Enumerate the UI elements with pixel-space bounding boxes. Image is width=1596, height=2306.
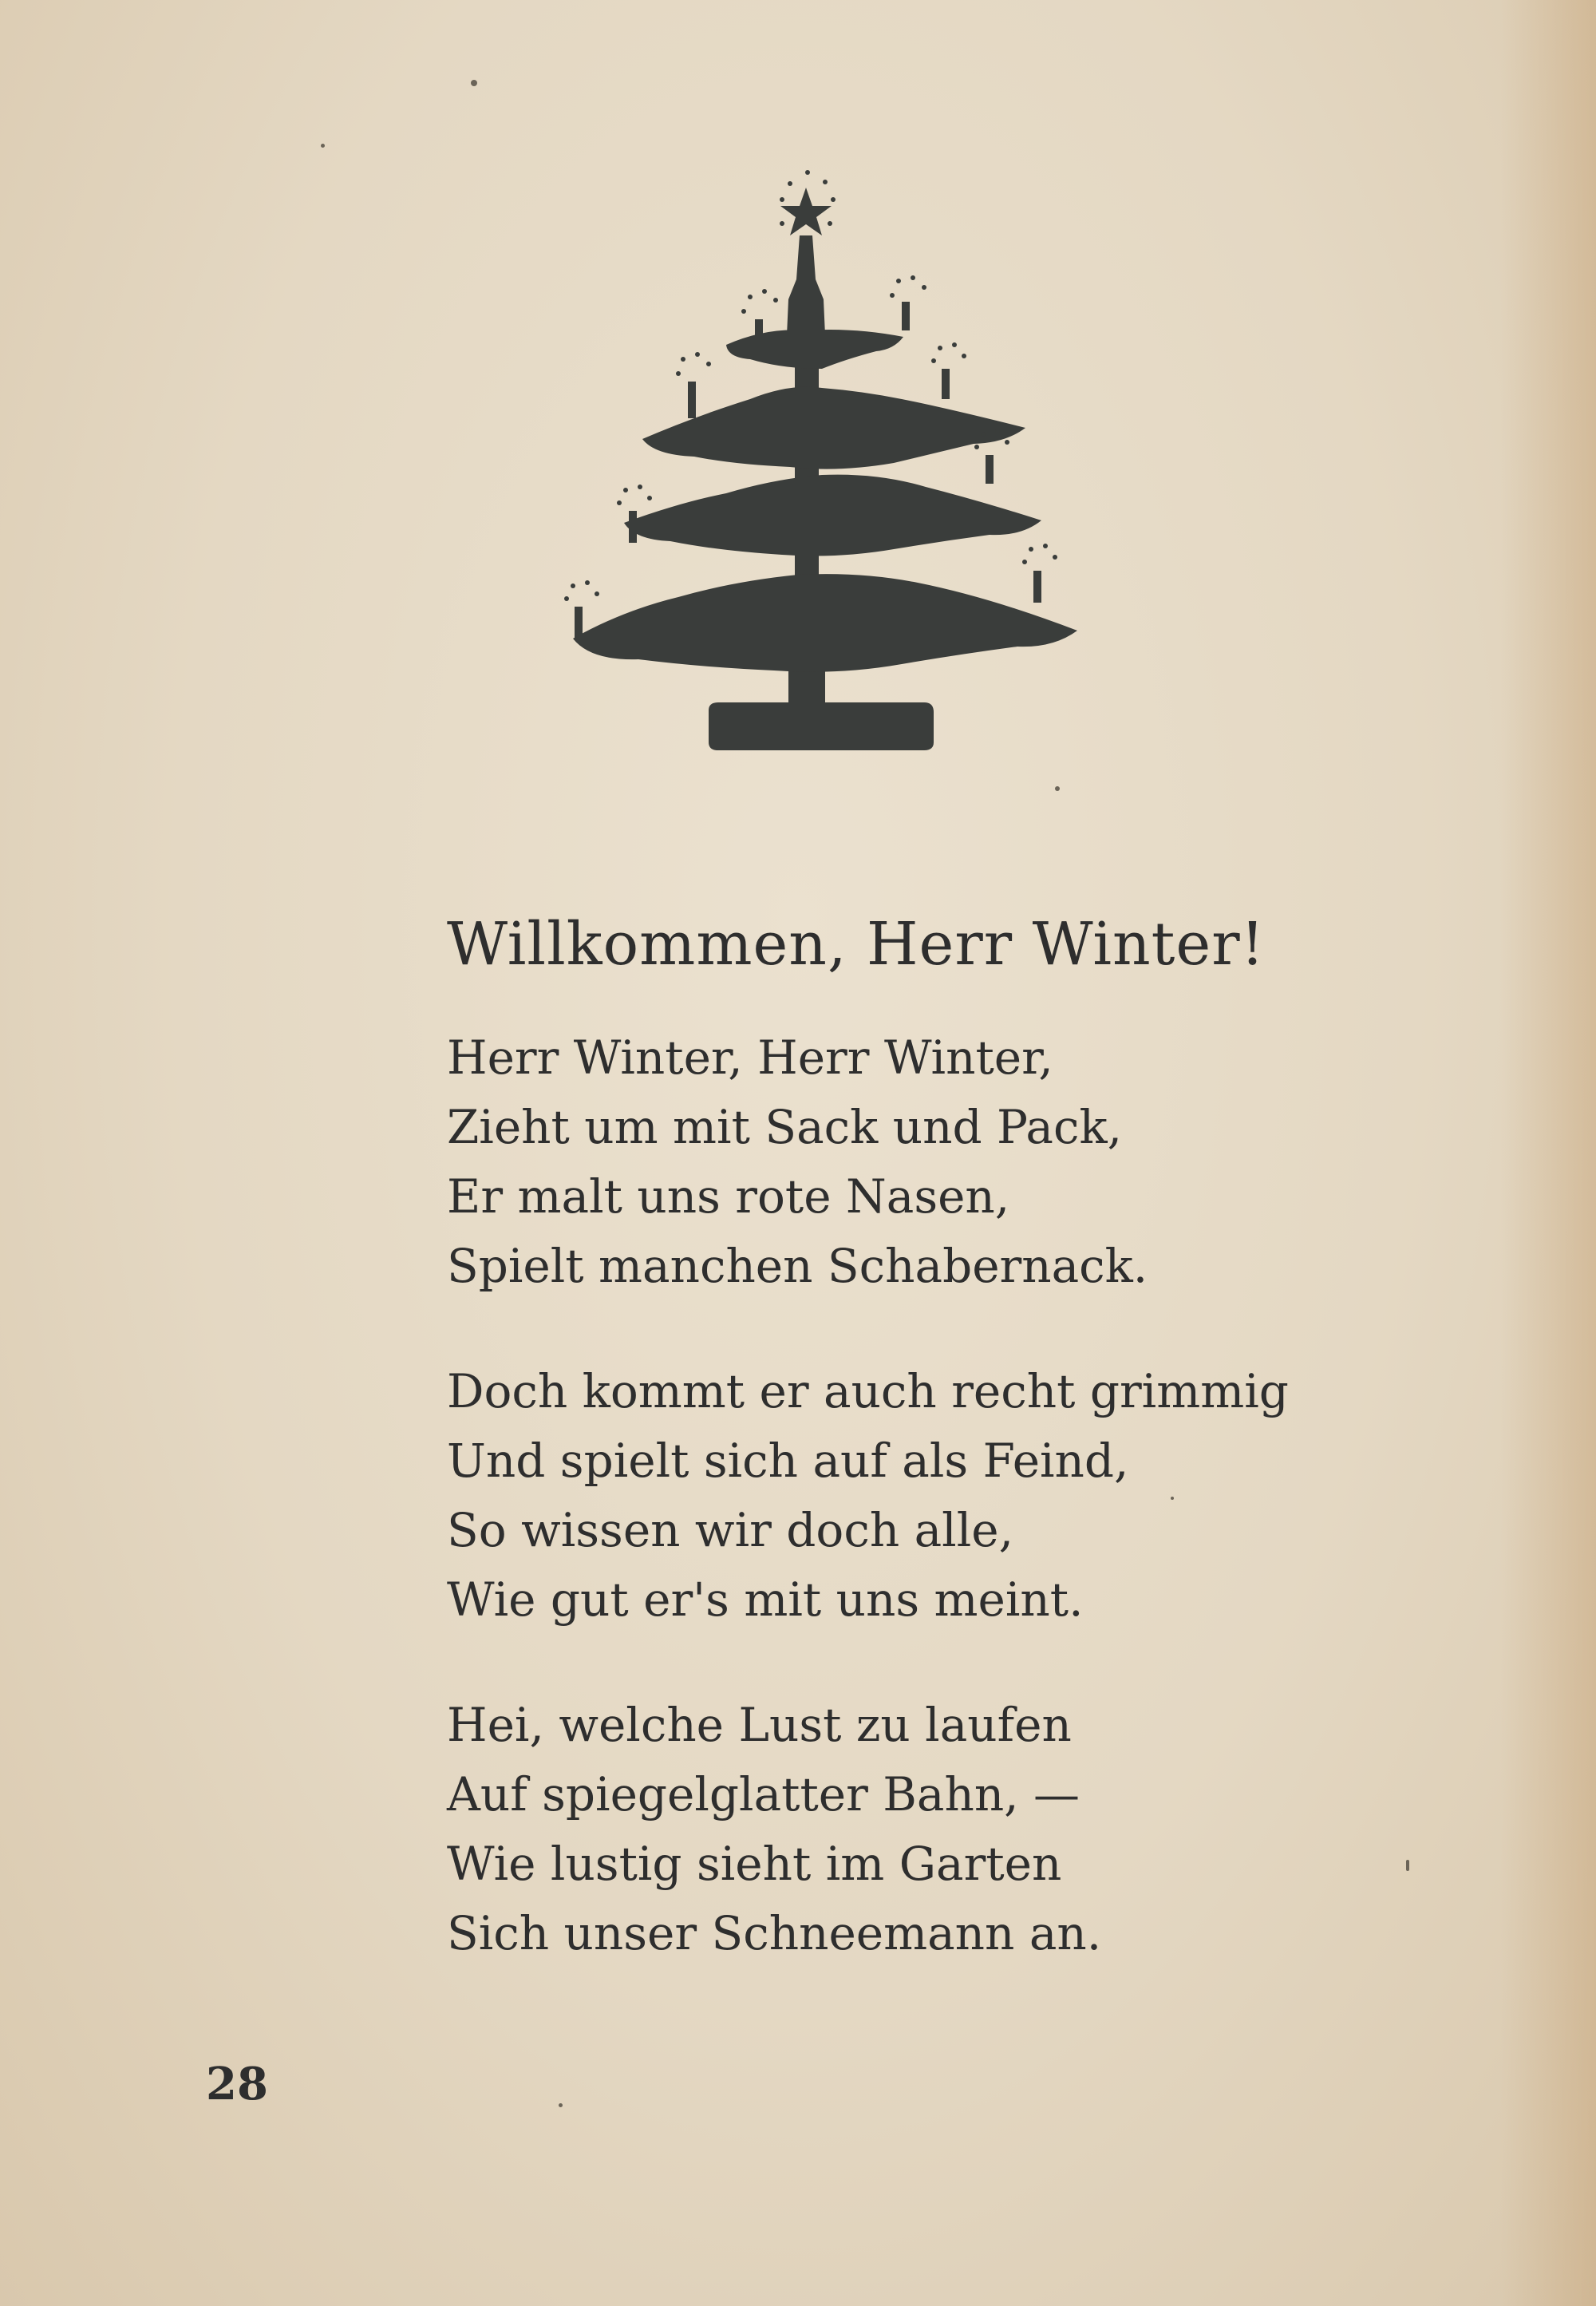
poem-line: Doch kommt er auch recht grimmig <box>447 1364 1289 1418</box>
poem-title: Willkommen, Herr Winter! <box>447 910 1266 979</box>
page-number: 28 <box>206 2058 268 2110</box>
christmas-tree-icon <box>559 160 1101 766</box>
poem-line: Wie lustig sieht im Garten <box>447 1837 1062 1891</box>
paper-speck <box>471 80 477 86</box>
poem-stanza <box>447 1357 1289 1635</box>
poem-body <box>447 1023 1289 2024</box>
paper-speck <box>1406 1860 1409 1871</box>
poem-line: Wie gut er's mit uns meint. <box>447 1572 1084 1627</box>
poem-line: So wissen wir doch alle, <box>447 1503 1014 1557</box>
poem-line: Er malt uns rote Nasen, <box>447 1169 1010 1224</box>
paper-speck <box>1055 786 1060 791</box>
poem-line: Hei, welche Lust zu laufen <box>447 1698 1072 1752</box>
poem-stanza <box>447 1023 1289 1301</box>
page-edge-shadow <box>1500 0 1596 2306</box>
poem-line: Spielt manchen Schabernack. <box>447 1239 1148 1293</box>
poem-line: Herr Winter, Herr Winter, <box>447 1030 1053 1085</box>
poem-line: Und spielt sich auf als Feind, <box>447 1434 1129 1488</box>
paper-speck <box>321 144 325 148</box>
poem-line: Zieht um mit Sack und Pack, <box>447 1100 1123 1154</box>
poem-stanza <box>447 1691 1289 1968</box>
paper-speck <box>559 2103 563 2107</box>
poem-line: Sich unser Schneemann an. <box>447 1906 1102 1960</box>
poem-line: Auf spiegelglatter Bahn, — <box>447 1767 1080 1821</box>
